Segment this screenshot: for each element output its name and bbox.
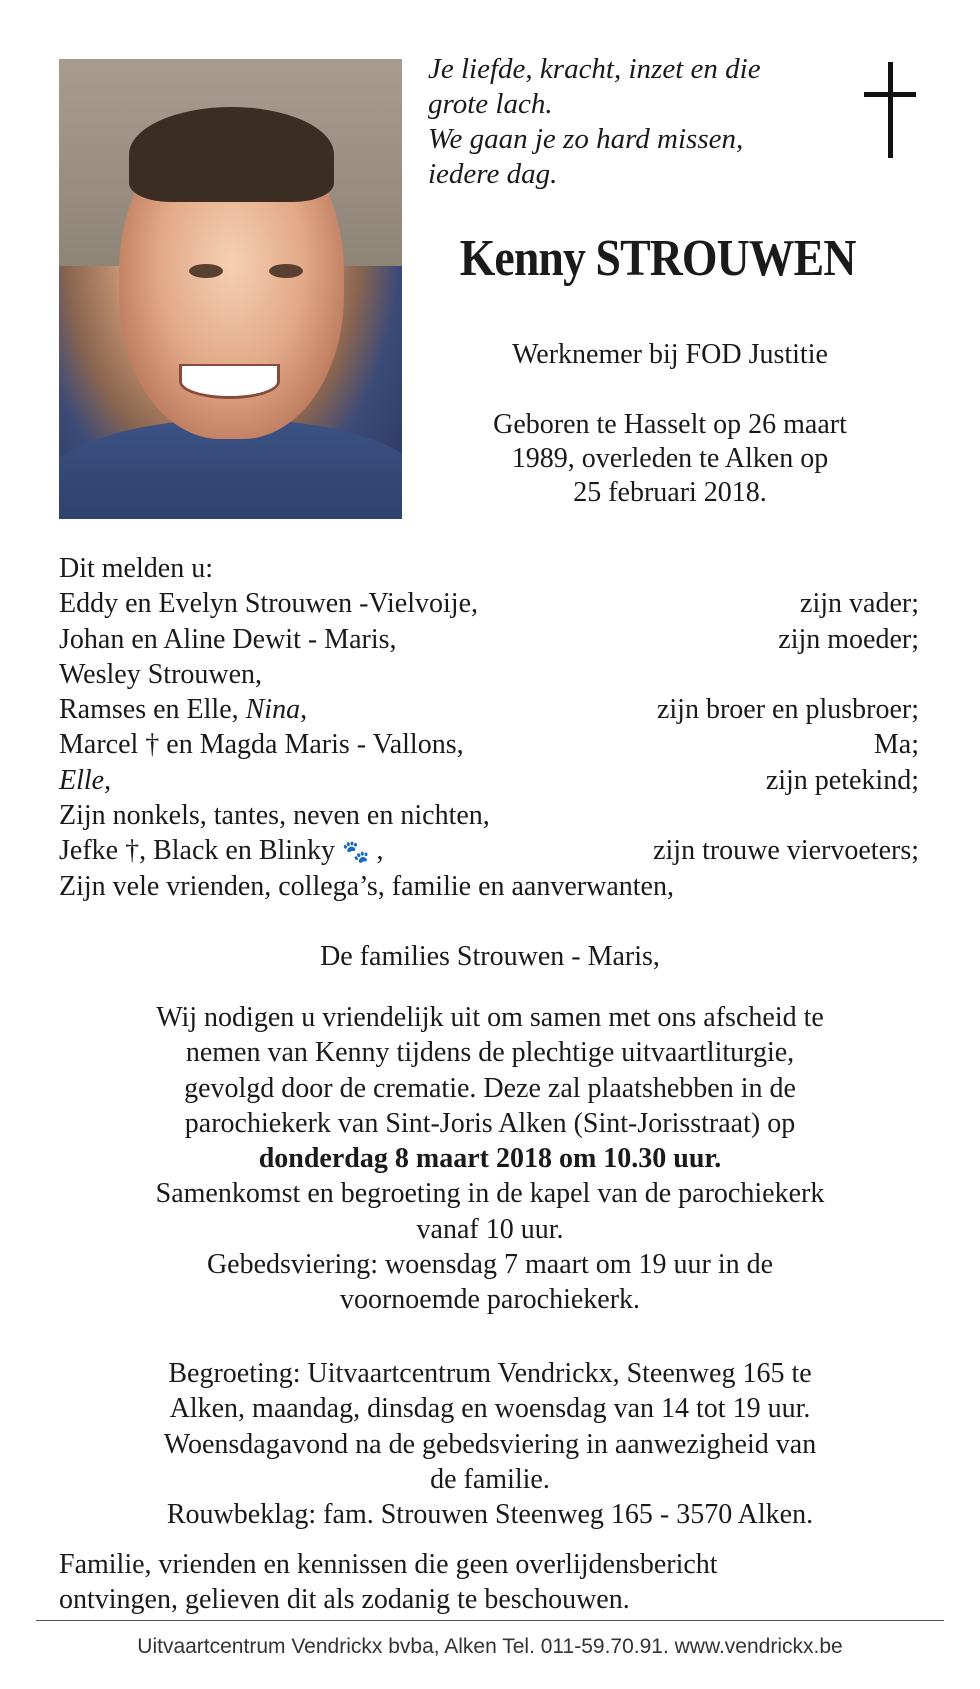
photo-eye-left	[189, 264, 223, 278]
families-signature: De families Strouwen - Maris,	[320, 941, 660, 972]
photo-hair	[129, 107, 334, 202]
closing-note: Familie, vrienden en kennissen die geen overlijdensbericht ontvingen, gelieven dit als zodanig te beschouwen.	[59, 1549, 718, 1616]
born-line: Geboren te Hasselt op 26 maart	[493, 409, 847, 440]
photo-smile	[179, 364, 280, 399]
announcement-row: Zijn nonkels, tantes, neven en nichten,	[59, 800, 490, 832]
birth-death-info	[430, 408, 910, 510]
born-line: 25 februari 2018.	[573, 477, 767, 508]
announcement-row: Marcel † en Magda Maris - Vallons, Ma;	[59, 729, 919, 761]
deceased-name: Kenny STROUWEN	[459, 230, 856, 287]
announcement-intro: Dit melden u:	[59, 553, 213, 584]
born-line: 1989, overleden te Alken op	[511, 443, 829, 474]
invitation-text: Wij nodigen u vriendelijk uit om samen met ons afscheid te nemen van Kenny tijdens de plechtige uitvaartliturgie, gevolgd door de crematie. Deze zal plaatshebben in de parochiekerk van Sint-Joris Alken (Sint-Jorisstraat) op donderdag 8 maart 2018 om 10.30 uur. Samenkomst en begroeting in de kapel van de parochiekerk vanaf 10 uur. Gebedsviering: woensdag 7 maart om 19 uur in de voornoemde parochiekerk.	[40, 1000, 940, 1318]
paw-icon: 🐾	[342, 839, 370, 865]
announcement-row: Ramses en Elle, Nina, zijn broer en plusbroer;	[59, 694, 919, 726]
announcement-row: Eddy en Evelyn Strouwen -Vielvoije, zijn vader;	[59, 588, 919, 620]
footer-divider	[36, 1620, 944, 1621]
announcement-row: Elle, zijn petekind;	[59, 764, 919, 796]
verse-line: grote lach.	[428, 88, 553, 120]
announcement-row: Zijn vele vrienden, collega’s, familie en aanverwanten,	[59, 870, 674, 902]
footer-contact: Uitvaartcentrum Vendrickx bvba, Alken Tel. 011-59.70.91. www.vendrickx.be	[137, 1635, 843, 1658]
announcement-row: Wesley Strouwen,	[59, 658, 263, 690]
greeting-info: Begroeting: Uitvaartcentrum Vendrickx, Steenweg 165 te Alken, maandag, dinsdag en woensdag van 14 tot 19 uur. Woensdagavond na de gebedsviering in aanwezigheid van de familie. Rouwbeklag: fam. Strouwen Steenweg 165 - 3570 Alken.	[163, 1358, 817, 1531]
announcement-list	[59, 551, 919, 904]
portrait-photo	[59, 59, 402, 519]
memorial-verse	[428, 52, 828, 192]
announcement-row: Johan en Aline Dewit - Maris, zijn moeder;	[59, 623, 919, 655]
verse-line: iedere dag.	[428, 158, 558, 190]
verse-line: Je liefde, kracht, inzet en die	[428, 53, 761, 85]
photo-eye-right	[269, 264, 303, 278]
verse-line: We gaan je zo hard missen,	[428, 123, 744, 155]
funeral-date: donderdag 8 maart 2018 om 10.30 uur.	[258, 1143, 722, 1175]
deceased-job: Werknemer bij FOD Justitie	[512, 339, 828, 370]
announcement-row: Jefke †, Black en Blinky 🐾 , zijn trouwe viervoeters;	[59, 835, 919, 867]
cross-icon	[860, 62, 920, 158]
